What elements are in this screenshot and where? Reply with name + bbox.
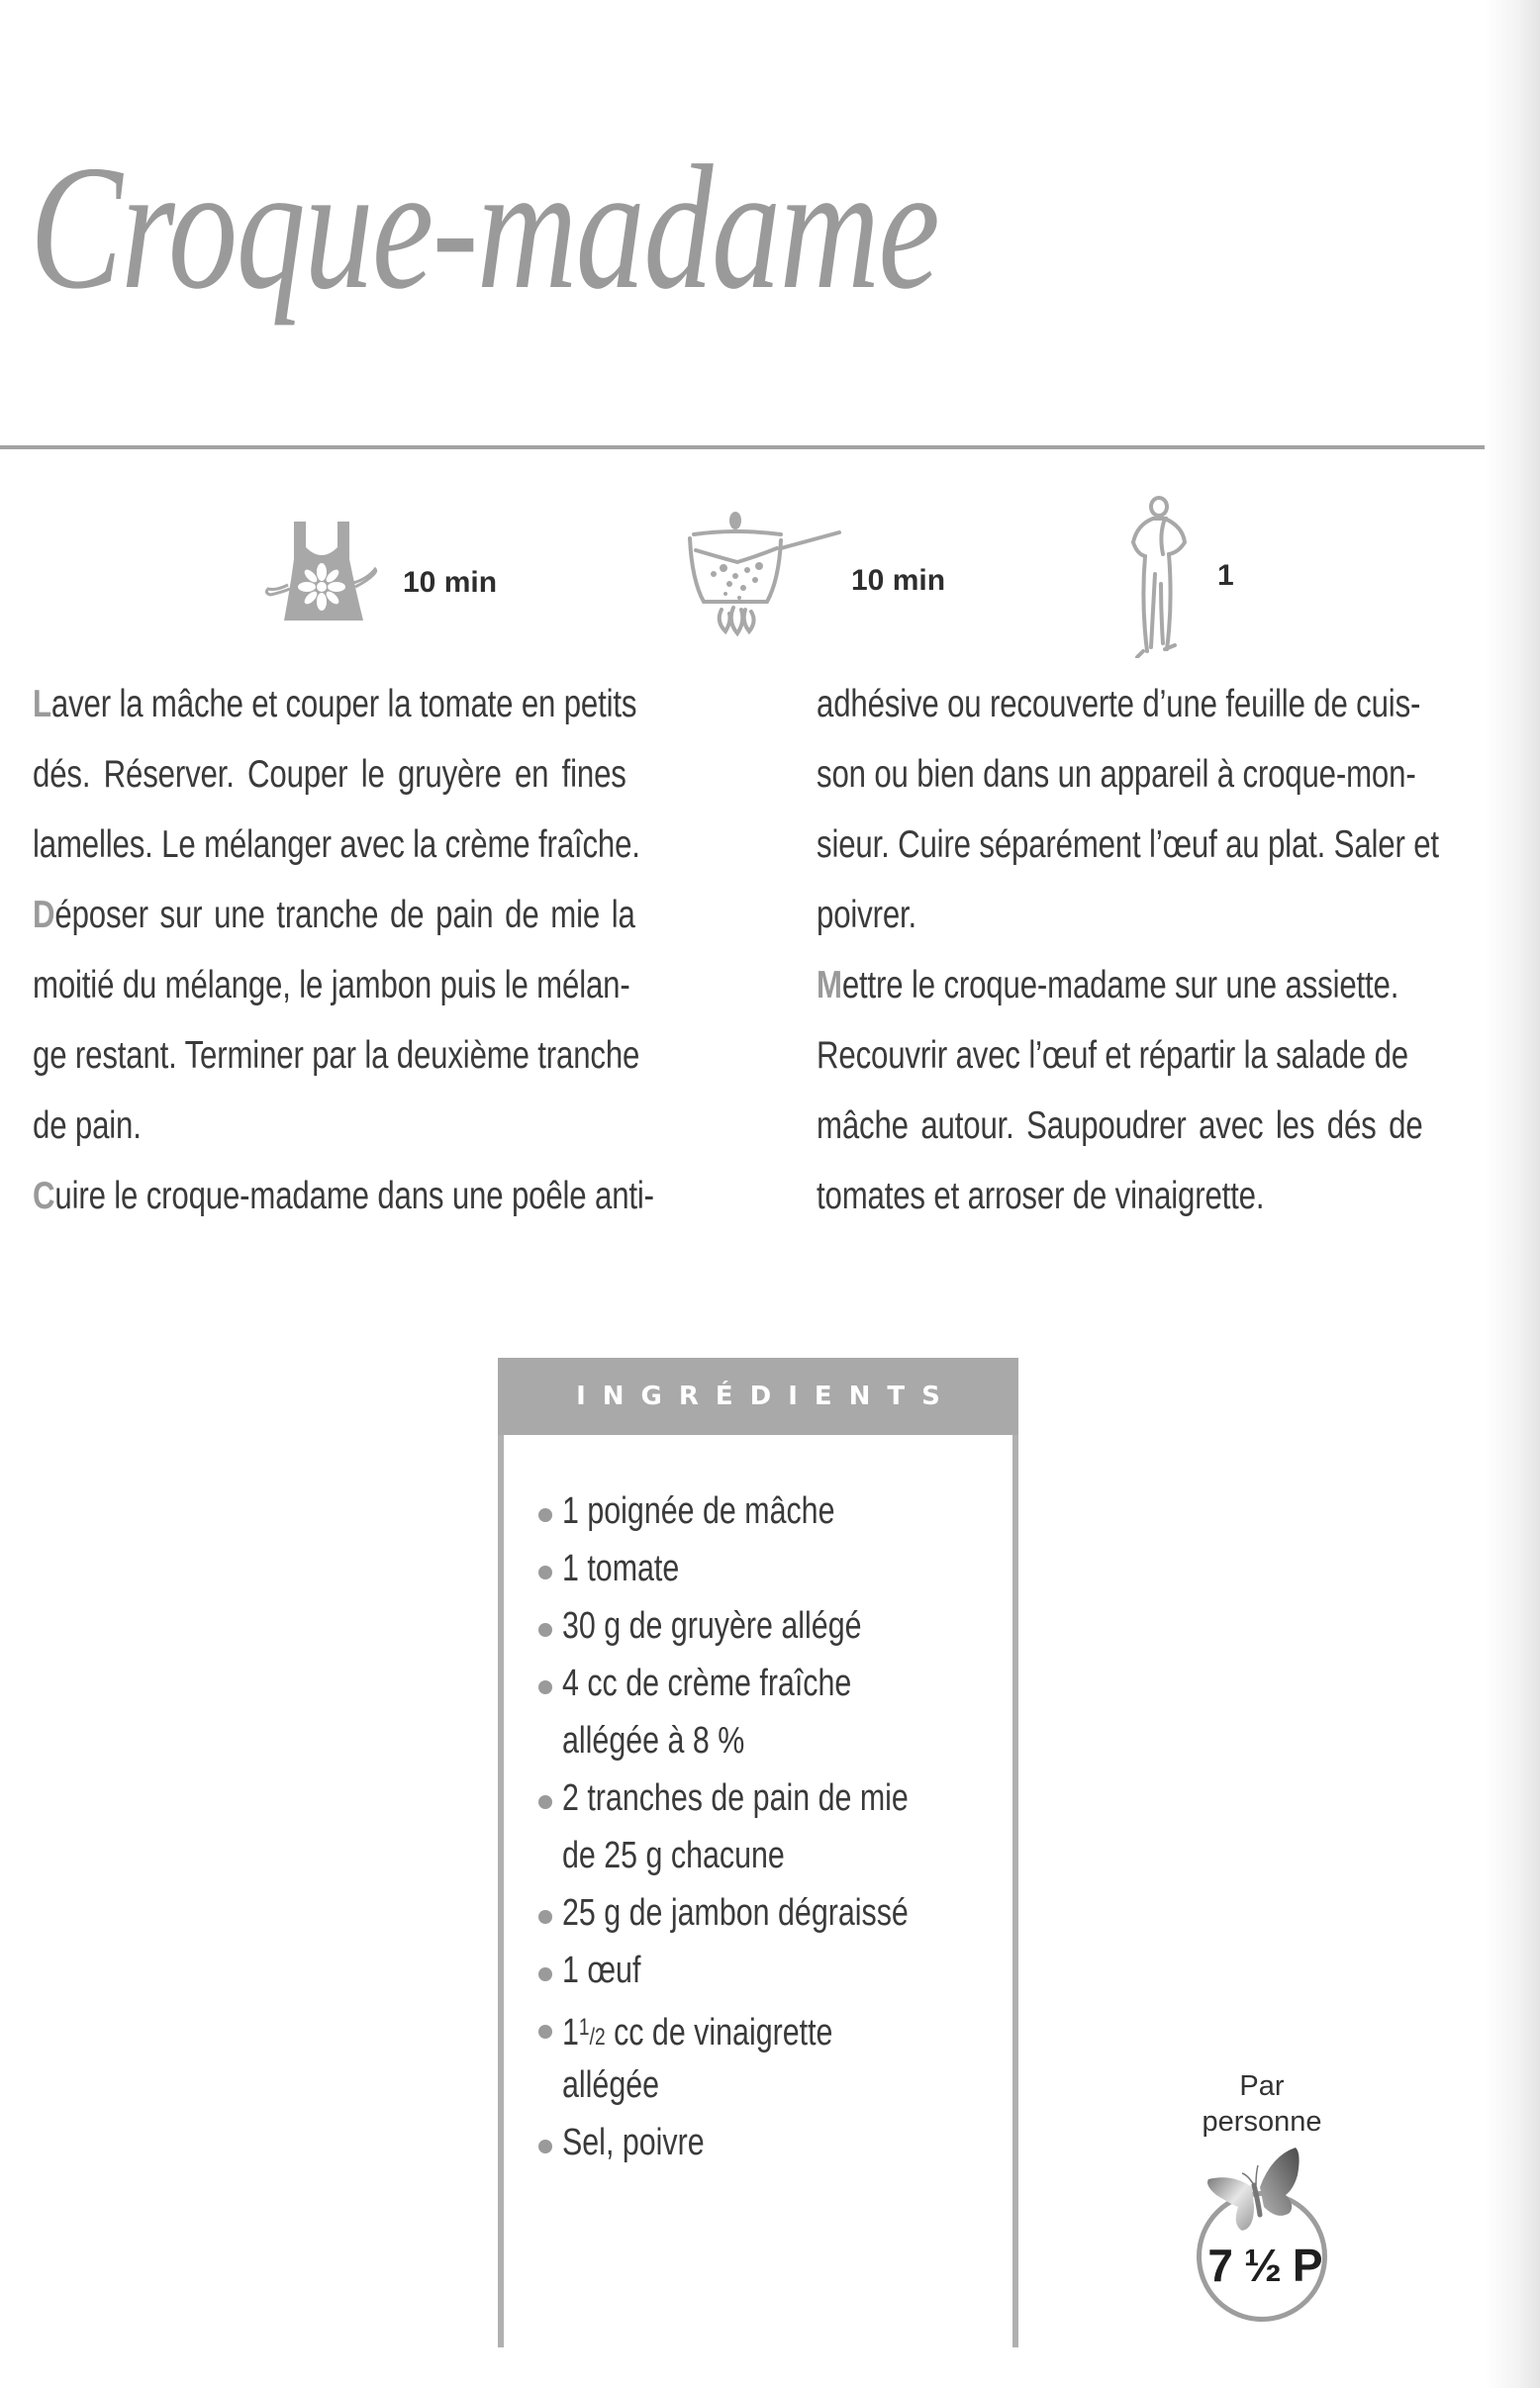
ingredient-item: 1 œuf (562, 1952, 1017, 2009)
paragraph-initial: C (33, 1175, 55, 1217)
bullet-icon (538, 1680, 552, 1694)
badge-label-par: Par (1239, 2070, 1285, 2102)
ingredient-item: 4 cc de crème fraîche allégée à 8 % (562, 1665, 1017, 1779)
person-icon (1123, 495, 1193, 658)
cooking-pot-icon (686, 511, 842, 639)
instruction-line: mâche autour. Saupoudrer avec les dés de (817, 1104, 1423, 1147)
ingredient-item: 30 g de gruyère allégé (562, 1607, 1017, 1665)
fraction: $^1$/2 (578, 2014, 606, 2051)
instruction-line: Déposer sur une tranche de pain de mie la (33, 894, 635, 936)
ingredient-item: 25 g de jambon dégraissé (562, 1894, 1017, 1952)
instruction-line: moitié du mélange, le jambon puis le mélan- (33, 964, 630, 1006)
instruction-line: lamelles. Le mélanger avec la crème fraîche. (33, 823, 640, 866)
ingredient-item: 1 tomate (562, 1550, 1017, 1607)
recipe-title: Croque-madame (30, 129, 939, 326)
instruction-line: de pain. (33, 1104, 142, 1147)
instructions-left-column (33, 685, 730, 1247)
bullet-icon (538, 1910, 552, 1924)
ingredient-item: 1 poignée de mâche (562, 1492, 1017, 1550)
apron-icon (262, 520, 381, 630)
bullet-icon (538, 2025, 552, 2039)
instruction-line: adhésive ou recouverte d’une feuille de cuis- (817, 683, 1421, 725)
badge-label-personne: personne (1202, 2106, 1322, 2138)
points-value: 7 ½ P (1207, 2240, 1322, 2291)
bullet-icon (538, 2140, 552, 2153)
instruction-line: Mettre le croque-madame sur une assiette. (817, 964, 1399, 1006)
instruction-line: Laver la mâche et couper la tomate en petits (33, 683, 637, 725)
bullet-icon (538, 1508, 552, 1522)
paragraph-initial: L (33, 683, 51, 725)
bullet-icon (538, 1795, 552, 1809)
instruction-line: Cuire le croque-madame dans une poêle anti- (33, 1175, 654, 1217)
bullet-icon (538, 1967, 552, 1981)
instruction-line: son ou bien dans un appareil à croque-mon- (817, 753, 1416, 796)
ingredient-item: $1^1/2$ cc de vinaigrette allégée (562, 2009, 1017, 2124)
cook-time: 10 min (851, 564, 946, 597)
servings-count: 1 (1217, 559, 1234, 592)
prep-time: 10 min (403, 566, 498, 599)
instruction-line: poivrer. (817, 894, 917, 936)
paragraph-initial: M (817, 964, 842, 1006)
instruction-line: sieur. Cuire séparément l’œuf au plat. Saler et (817, 823, 1439, 866)
butterfly-icon (1203, 2146, 1311, 2243)
bullet-icon (538, 1623, 552, 1637)
instruction-line: tomates et arroser de vinaigrette. (817, 1175, 1265, 1217)
title-divider (0, 445, 1485, 449)
instruction-line: dés. Réserver. Couper le gruyère en fines (33, 753, 626, 796)
paragraph-initial: D (33, 894, 55, 936)
ingredients-border-left (498, 1435, 504, 2347)
ingredient-item: Sel, poivre (562, 2124, 1017, 2181)
ingredient-item: 2 tranches de pain de mie de 25 g chacune (562, 1779, 1017, 1894)
bullet-icon (538, 1566, 552, 1579)
instruction-line: Recouvrir avec l’œuf et répartir la salade de (817, 1034, 1408, 1077)
ingredients-title: INGRÉDIENTS (576, 1382, 957, 1411)
instructions-right-column (817, 685, 1514, 1247)
instruction-line: ge restant. Terminer par la deuxième tranche (33, 1034, 640, 1077)
